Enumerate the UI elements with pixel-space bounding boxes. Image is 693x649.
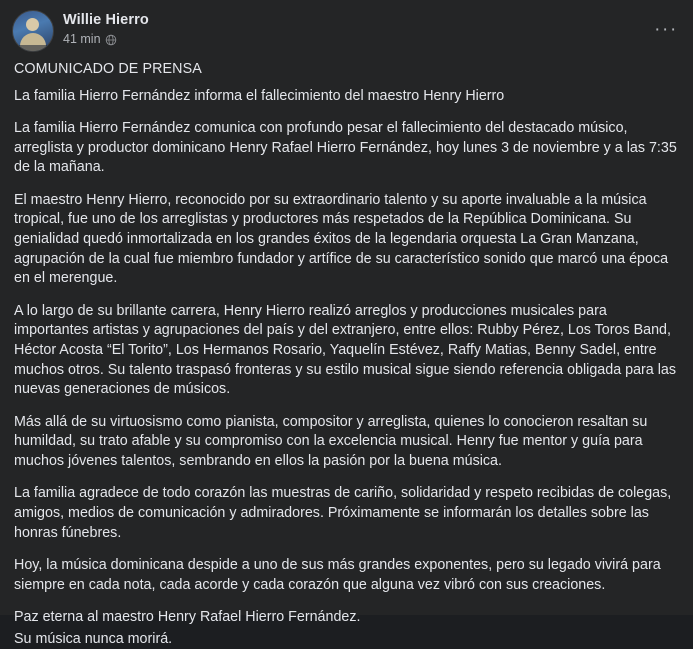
post-timestamp[interactable]: 41 min	[63, 32, 101, 46]
avatar-head	[26, 18, 39, 31]
post-paragraph: Hoy, la música dominicana despide a uno de sus más grandes exponentes, pero su legado vivirá para siempre en cada nota, cada acorde y cada corazón que alguna vez vibró con sus creaciones.	[14, 557, 661, 593]
author-name[interactable]: Willie Hierro	[63, 12, 149, 28]
post-paragraph: El maestro Henry Hierro, reconocido por su extraordinario talento y su aporte invaluable a la música tropical, fue uno de los arreglistas y productores más respetados de la República Dominicana. Su genialidad quedó inmortalizada en los grandes éxitos de la legendaria orquesta La Gran Manzana, agrupación de la cual fue miembro fundador y artífice de su característico sonido que marcó una época en el merengue.	[14, 191, 669, 287]
post-paragraph-subheadline: La familia Hierro Fernández informa el fallecimiento del maestro Henry Hierro	[14, 87, 505, 104]
post-paragraph: La familia Hierro Fernández comunica con profundo pesar el fallecimiento del destacado músico, arreglista y productor dominicano Henry Rafael Hierro Fernández, hoy lunes 3 de noviembre y a las 7:35 de la mañana.	[14, 120, 677, 176]
post-paragraph: La familia agradece de todo corazón las muestras de cariño, solidaridad y respeto recibidas de colegas, amigos, medios de comunicación y admiradores. Próximamente se informarán los detalles sobre las honras fúnebres.	[14, 485, 672, 541]
post-meta	[63, 31, 149, 47]
post-header-text	[63, 10, 149, 47]
post-paragraph: A lo largo de su brillante carrera, Henry Hierro realizó arreglos y producciones musicales para importantes artistas y agrupaciones del país y del extranjero, entre ellos: Rubby Pérez, Los Toros Band, Héctor Acosta “El Torito”, Los Hermanos Rosario, Yaquelín Estévez, Raffy Matias, Benny Sadel, entre muchos otros. Su talento traspasó fronteras y su estilo musical sigue siendo referencia obligada para las nuevas generaciones de músicos.	[14, 302, 676, 398]
globe-icon	[105, 33, 117, 45]
avatar[interactable]	[12, 10, 54, 52]
post-paragraph-headline: COMUNICADO DE PRENSA	[14, 61, 202, 77]
post-paragraph-closing: Paz eterna al maestro Henry Rafael Hierro Fernández.	[14, 609, 361, 626]
post-options-menu-icon[interactable]: ···	[654, 18, 678, 40]
post-body	[0, 58, 693, 649]
post-paragraph-final: Su música nunca morirá.	[14, 630, 173, 647]
post-header	[0, 0, 693, 58]
post-paragraph: Más allá de su virtuosismo como pianista, compositor y arreglista, quienes lo conocieron resaltan su humildad, su trato afable y su compromiso con la excelencia musical. Henry fue mentor y guía para muchos jóvenes talentos, sembrando en ellos la pasión por la buena música.	[14, 413, 648, 469]
avatar-bar	[13, 45, 53, 51]
